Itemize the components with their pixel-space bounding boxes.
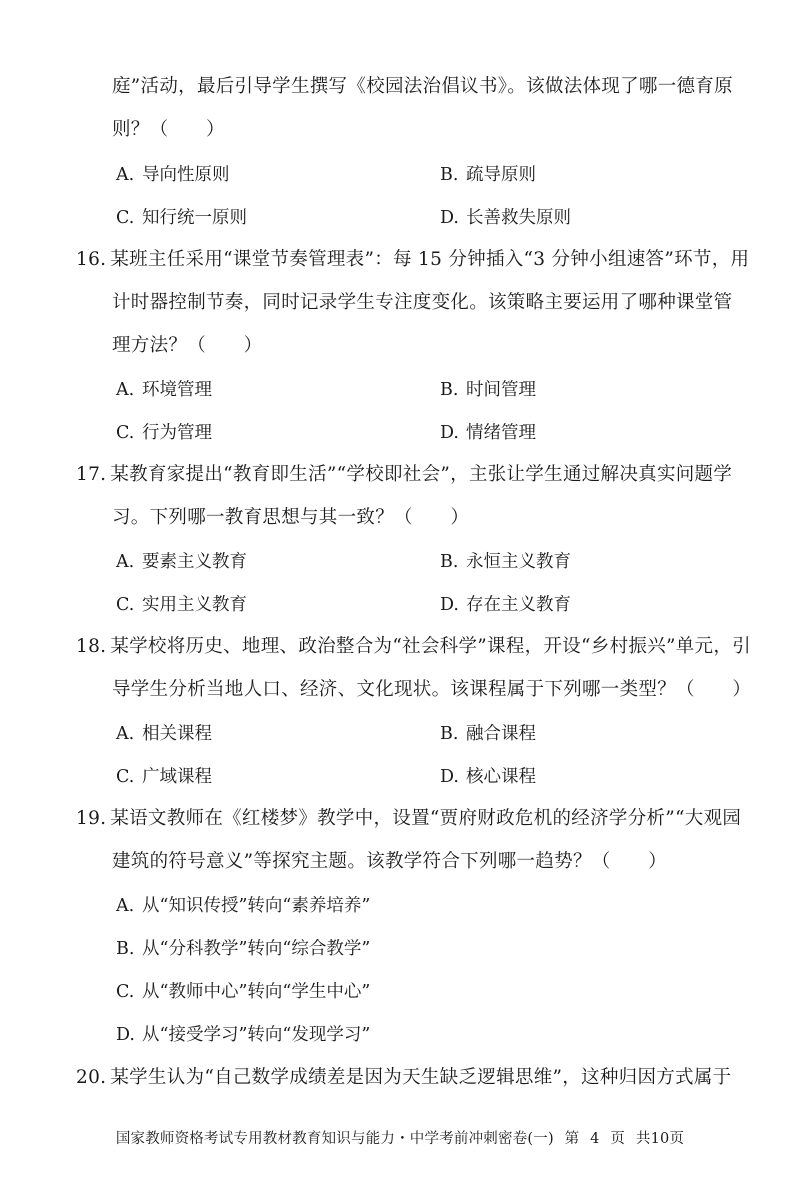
option-text: 从“知识传授”转向“素养培养” bbox=[142, 896, 371, 916]
option-letter: A. bbox=[116, 165, 135, 185]
q16-option-d bbox=[440, 420, 536, 446]
option-text: 要素主义教育 bbox=[142, 552, 247, 572]
q19-option-a bbox=[116, 893, 370, 919]
option-letter: D. bbox=[116, 1025, 135, 1045]
option-letter: B. bbox=[440, 165, 459, 185]
q16-option-c bbox=[116, 420, 212, 446]
option-text: 融合课程 bbox=[466, 724, 536, 744]
option-text: 时间管理 bbox=[466, 380, 536, 400]
q15-option-a bbox=[116, 162, 230, 188]
option-letter: D. bbox=[440, 208, 459, 228]
option-letter: C. bbox=[116, 208, 135, 228]
footer-page-number: 4 bbox=[590, 1131, 600, 1147]
q17-option-d bbox=[440, 592, 571, 618]
option-letter: B. bbox=[440, 724, 459, 744]
option-text: 行为管理 bbox=[142, 423, 212, 443]
option-letter: D. bbox=[440, 767, 459, 787]
q16-line-1 bbox=[76, 247, 749, 273]
option-text: 永恒主义教育 bbox=[466, 552, 571, 572]
option-text: 从“分科教学”转向“综合教学” bbox=[142, 939, 371, 959]
question-text: 某学生认为“自己数学成绩差是因为天生缺乏逻辑思维”，这种归因方式属于 bbox=[110, 1067, 732, 1088]
q18-option-c bbox=[116, 764, 212, 790]
option-text: 环境管理 bbox=[142, 380, 212, 400]
q15-option-b bbox=[440, 162, 536, 188]
option-letter: B. bbox=[440, 380, 459, 400]
option-text: 实用主义教育 bbox=[142, 595, 247, 615]
option-letter: D. bbox=[440, 423, 459, 443]
q15-line-2: 则？（ ） bbox=[112, 119, 225, 140]
option-text: 从“教师中心”转向“学生中心” bbox=[142, 982, 371, 1002]
option-letter: B. bbox=[116, 939, 135, 959]
q17-option-b bbox=[440, 549, 571, 575]
question-number: 17. bbox=[76, 464, 107, 485]
question-number: 18. bbox=[76, 636, 107, 657]
q19-option-c bbox=[116, 979, 370, 1005]
option-letter: A. bbox=[116, 724, 135, 744]
question-text: 某语文教师在《红楼梦》教学中，设置“贾府财政危机的经济学分析”“大观园 bbox=[110, 808, 742, 829]
footer-title: 国家教师资格考试专用教材教育知识与能力・中学考前冲刺密卷(一) bbox=[115, 1131, 554, 1147]
option-letter: C. bbox=[116, 982, 135, 1002]
option-text: 广域课程 bbox=[142, 767, 212, 787]
q18-option-d bbox=[440, 764, 536, 790]
option-text: 长善救失原则 bbox=[466, 208, 571, 228]
q17-line-2: 习。下列哪一教育思想与其一致？（ ） bbox=[112, 507, 470, 528]
option-text: 核心课程 bbox=[466, 767, 536, 787]
footer-page-label-mid: 页 bbox=[610, 1131, 626, 1147]
option-letter: B. bbox=[440, 552, 459, 572]
page-footer bbox=[0, 1128, 800, 1150]
question-number: 19. bbox=[76, 808, 107, 829]
question-number: 16. bbox=[76, 249, 107, 270]
q18-line-2: 导学生分析当地人口、经济、文化现状。该课程属于下列哪一类型？（ ） bbox=[112, 679, 752, 700]
question-text: 某教育家提出“教育即生活”“学校即社会”，主张让学生通过解决真实问题学 bbox=[110, 464, 733, 485]
question-text: 某班主任采用“课堂节奏管理表”：每 15 分钟插入“3 分钟小组速答”环节，用 bbox=[110, 249, 750, 270]
q20-line-1 bbox=[76, 1065, 731, 1091]
option-letter: C. bbox=[116, 767, 135, 787]
q16-line-3: 理方法？（ ） bbox=[112, 335, 263, 356]
q17-option-c bbox=[116, 592, 247, 618]
option-text: 情绪管理 bbox=[466, 423, 536, 443]
option-text: 导向性原则 bbox=[142, 165, 230, 185]
option-letter: C. bbox=[116, 423, 135, 443]
option-letter: D. bbox=[440, 595, 459, 615]
question-number: 20. bbox=[76, 1067, 107, 1088]
q16-option-a bbox=[116, 377, 212, 403]
q18-option-b bbox=[440, 721, 536, 747]
q16-option-b bbox=[440, 377, 536, 403]
option-letter: A. bbox=[116, 552, 135, 572]
option-letter: A. bbox=[116, 380, 135, 400]
q18-option-a bbox=[116, 721, 212, 747]
q19-line-2: 建筑的符号意义”等探究主题。该教学符合下列哪一趋势？（ ） bbox=[112, 851, 667, 872]
option-letter: A. bbox=[116, 896, 135, 916]
option-text: 存在主义教育 bbox=[466, 595, 571, 615]
q19-option-b bbox=[116, 936, 370, 962]
q15-option-d bbox=[440, 205, 571, 231]
q19-line-1 bbox=[76, 806, 741, 832]
q15-option-c bbox=[116, 205, 247, 231]
q17-line-1 bbox=[76, 462, 732, 488]
option-letter: C. bbox=[116, 595, 135, 615]
option-text: 相关课程 bbox=[142, 724, 212, 744]
q15-line-1: 庭”活动，最后引导学生撰写《校园法治倡议书》。该做法体现了哪一德育原 bbox=[112, 76, 733, 97]
footer-page-label-pre: 第 bbox=[564, 1131, 580, 1147]
q18-line-1 bbox=[76, 634, 751, 660]
option-text: 从“接受学习”转向“发现学习” bbox=[142, 1025, 371, 1045]
option-text: 疏导原则 bbox=[466, 165, 536, 185]
option-text: 知行统一原则 bbox=[142, 208, 247, 228]
footer-total-pages: 共10页 bbox=[635, 1131, 685, 1147]
q16-line-2: 计时器控制节奏，同时记录学生专注度变化。该策略主要运用了哪种课堂管 bbox=[112, 292, 733, 313]
question-text: 某学校将历史、地理、政治整合为“社会科学”课程，开设“乡村振兴”单元，引 bbox=[110, 636, 751, 657]
q17-option-a bbox=[116, 549, 247, 575]
q19-option-d bbox=[116, 1022, 370, 1048]
